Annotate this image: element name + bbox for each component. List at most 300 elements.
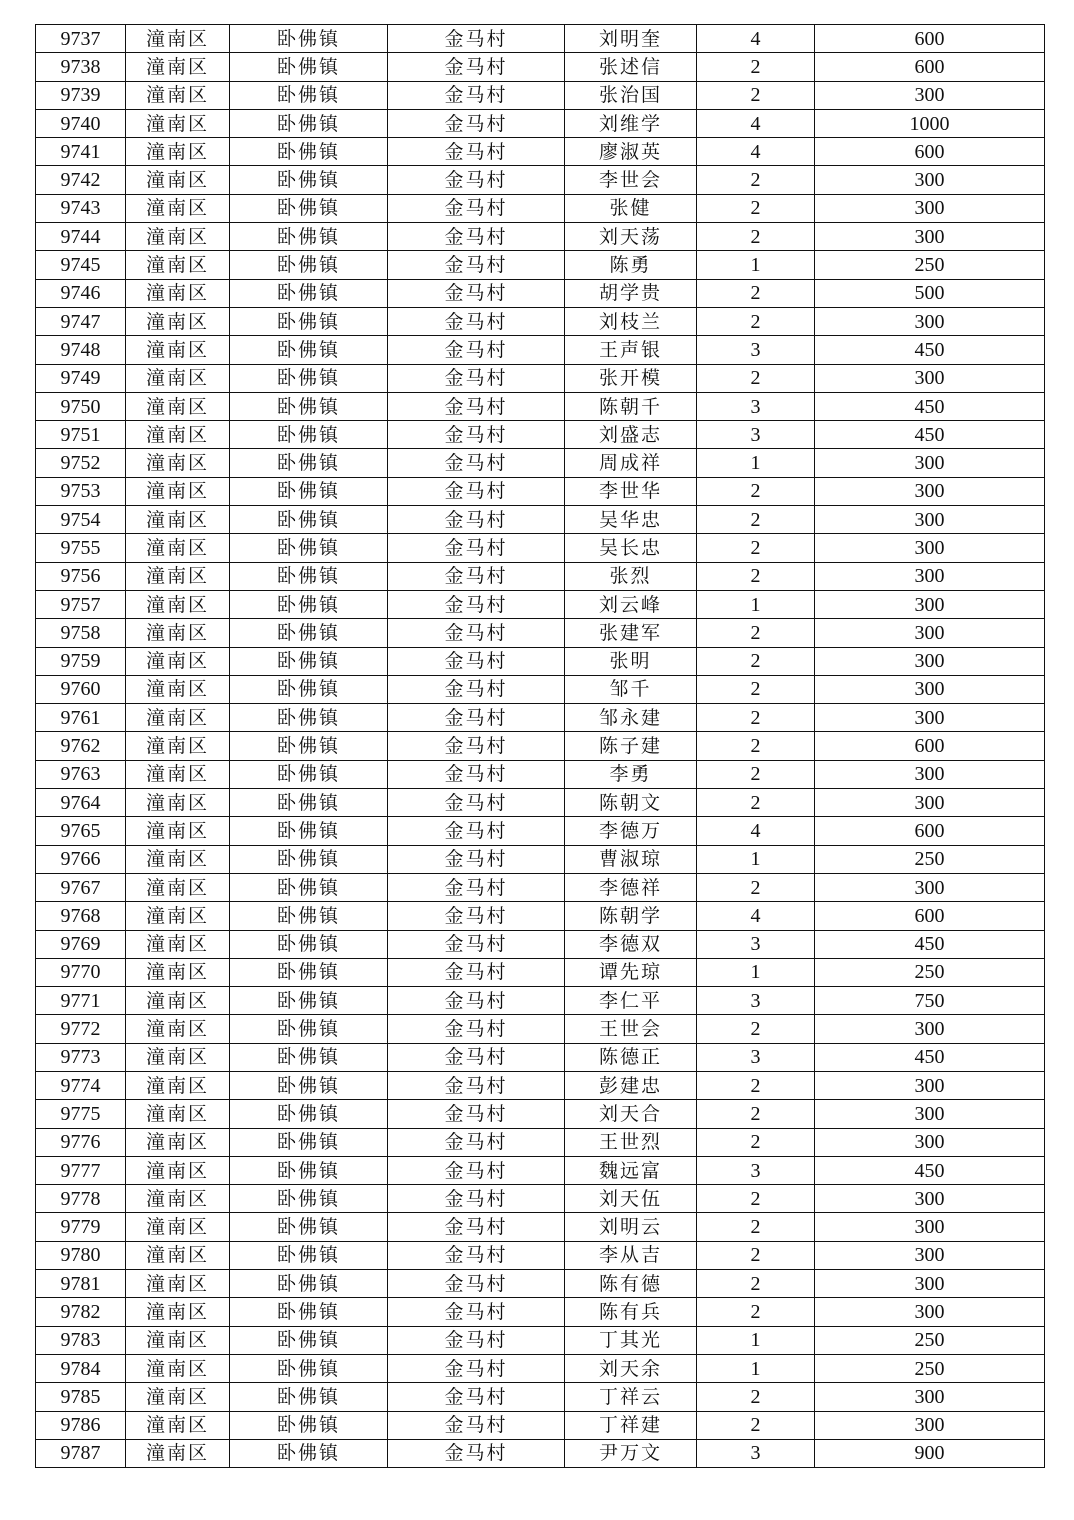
household-count-cell: 2	[697, 619, 815, 647]
district-cell: 潼南区	[126, 1439, 230, 1467]
town-cell: 卧佛镇	[230, 392, 388, 420]
town-cell: 卧佛镇	[230, 1411, 388, 1439]
town-cell: 卧佛镇	[230, 1383, 388, 1411]
table-row	[36, 392, 1045, 420]
district-cell: 潼南区	[126, 704, 230, 732]
amount-cell: 300	[815, 194, 1045, 222]
district-cell: 潼南区	[126, 1156, 230, 1184]
household-count-cell: 1	[697, 1354, 815, 1382]
row-number-cell: 9780	[36, 1241, 126, 1269]
table-row	[36, 647, 1045, 675]
household-count-cell: 2	[697, 760, 815, 788]
name-cell: 王世烈	[565, 1128, 697, 1156]
table-row	[36, 704, 1045, 732]
amount-cell: 600	[815, 53, 1045, 81]
village-cell: 金马村	[388, 336, 565, 364]
name-cell: 陈勇	[565, 251, 697, 279]
amount-cell: 300	[815, 675, 1045, 703]
amount-cell: 450	[815, 930, 1045, 958]
household-count-cell: 2	[697, 307, 815, 335]
household-count-cell: 2	[697, 789, 815, 817]
name-cell: 王世会	[565, 1015, 697, 1043]
town-cell: 卧佛镇	[230, 1213, 388, 1241]
household-count-cell: 2	[697, 364, 815, 392]
amount-cell: 300	[815, 1100, 1045, 1128]
row-number-cell: 9774	[36, 1071, 126, 1099]
household-count-cell: 2	[697, 675, 815, 703]
table-row	[36, 336, 1045, 364]
town-cell: 卧佛镇	[230, 704, 388, 732]
district-cell: 潼南区	[126, 194, 230, 222]
amount-cell: 300	[815, 477, 1045, 505]
town-cell: 卧佛镇	[230, 279, 388, 307]
table-row	[36, 1354, 1045, 1382]
town-cell: 卧佛镇	[230, 81, 388, 109]
town-cell: 卧佛镇	[230, 1015, 388, 1043]
amount-cell: 300	[815, 1411, 1045, 1439]
district-cell: 潼南区	[126, 1213, 230, 1241]
table-row	[36, 1015, 1045, 1043]
name-cell: 尹万文	[565, 1439, 697, 1467]
row-number-cell: 9740	[36, 109, 126, 137]
town-cell: 卧佛镇	[230, 1043, 388, 1071]
table-row	[36, 506, 1045, 534]
town-cell: 卧佛镇	[230, 534, 388, 562]
village-cell: 金马村	[388, 1185, 565, 1213]
amount-cell: 500	[815, 279, 1045, 307]
town-cell: 卧佛镇	[230, 1128, 388, 1156]
district-cell: 潼南区	[126, 307, 230, 335]
village-cell: 金马村	[388, 1128, 565, 1156]
household-count-cell: 2	[697, 1411, 815, 1439]
household-count-cell: 2	[697, 194, 815, 222]
village-cell: 金马村	[388, 590, 565, 618]
name-cell: 李德双	[565, 930, 697, 958]
name-cell: 刘天合	[565, 1100, 697, 1128]
village-cell: 金马村	[388, 1411, 565, 1439]
roster-table	[35, 24, 1045, 1468]
table-row	[36, 251, 1045, 279]
village-cell: 金马村	[388, 647, 565, 675]
table-row	[36, 1128, 1045, 1156]
row-number-cell: 9776	[36, 1128, 126, 1156]
name-cell: 张建军	[565, 619, 697, 647]
district-cell: 潼南区	[126, 789, 230, 817]
row-number-cell: 9763	[36, 760, 126, 788]
district-cell: 潼南区	[126, 251, 230, 279]
village-cell: 金马村	[388, 1100, 565, 1128]
town-cell: 卧佛镇	[230, 25, 388, 53]
town-cell: 卧佛镇	[230, 1241, 388, 1269]
row-number-cell: 9752	[36, 449, 126, 477]
village-cell: 金马村	[388, 1298, 565, 1326]
household-count-cell: 2	[697, 647, 815, 675]
table-row	[36, 449, 1045, 477]
name-cell: 丁其光	[565, 1326, 697, 1354]
household-count-cell: 1	[697, 958, 815, 986]
village-cell: 金马村	[388, 562, 565, 590]
household-count-cell: 2	[697, 81, 815, 109]
amount-cell: 450	[815, 392, 1045, 420]
village-cell: 金马村	[388, 364, 565, 392]
village-cell: 金马村	[388, 25, 565, 53]
district-cell: 潼南区	[126, 392, 230, 420]
row-number-cell: 9771	[36, 987, 126, 1015]
amount-cell: 300	[815, 1213, 1045, 1241]
town-cell: 卧佛镇	[230, 1185, 388, 1213]
district-cell: 潼南区	[126, 477, 230, 505]
name-cell: 周成祥	[565, 449, 697, 477]
row-number-cell: 9786	[36, 1411, 126, 1439]
town-cell: 卧佛镇	[230, 902, 388, 930]
district-cell: 潼南区	[126, 1100, 230, 1128]
amount-cell: 250	[815, 251, 1045, 279]
district-cell: 潼南区	[126, 53, 230, 81]
row-number-cell: 9760	[36, 675, 126, 703]
amount-cell: 300	[815, 1241, 1045, 1269]
name-cell: 陈德正	[565, 1043, 697, 1071]
row-number-cell: 9746	[36, 279, 126, 307]
household-count-cell: 3	[697, 421, 815, 449]
village-cell: 金马村	[388, 619, 565, 647]
name-cell: 丁祥云	[565, 1383, 697, 1411]
town-cell: 卧佛镇	[230, 251, 388, 279]
district-cell: 潼南区	[126, 647, 230, 675]
town-cell: 卧佛镇	[230, 1071, 388, 1099]
household-count-cell: 2	[697, 534, 815, 562]
village-cell: 金马村	[388, 138, 565, 166]
district-cell: 潼南区	[126, 449, 230, 477]
roster-body	[36, 25, 1045, 1468]
table-row	[36, 562, 1045, 590]
name-cell: 丁祥建	[565, 1411, 697, 1439]
amount-cell: 600	[815, 25, 1045, 53]
row-number-cell: 9761	[36, 704, 126, 732]
district-cell: 潼南区	[126, 1071, 230, 1099]
name-cell: 张烈	[565, 562, 697, 590]
town-cell: 卧佛镇	[230, 1354, 388, 1382]
table-row	[36, 109, 1045, 137]
row-number-cell: 9739	[36, 81, 126, 109]
district-cell: 潼南区	[126, 562, 230, 590]
table-row	[36, 789, 1045, 817]
table-row	[36, 619, 1045, 647]
table-row	[36, 590, 1045, 618]
village-cell: 金马村	[388, 704, 565, 732]
town-cell: 卧佛镇	[230, 364, 388, 392]
table-row	[36, 279, 1045, 307]
town-cell: 卧佛镇	[230, 958, 388, 986]
table-row	[36, 1156, 1045, 1184]
amount-cell: 300	[815, 506, 1045, 534]
village-cell: 金马村	[388, 817, 565, 845]
name-cell: 刘天荡	[565, 223, 697, 251]
village-cell: 金马村	[388, 1071, 565, 1099]
household-count-cell: 4	[697, 902, 815, 930]
household-count-cell: 2	[697, 506, 815, 534]
table-row	[36, 1100, 1045, 1128]
village-cell: 金马村	[388, 421, 565, 449]
town-cell: 卧佛镇	[230, 675, 388, 703]
name-cell: 李仁平	[565, 987, 697, 1015]
name-cell: 魏远富	[565, 1156, 697, 1184]
household-count-cell: 3	[697, 1043, 815, 1071]
district-cell: 潼南区	[126, 421, 230, 449]
household-count-cell: 1	[697, 1326, 815, 1354]
name-cell: 张明	[565, 647, 697, 675]
name-cell: 刘天伍	[565, 1185, 697, 1213]
household-count-cell: 4	[697, 817, 815, 845]
household-count-cell: 2	[697, 873, 815, 901]
household-count-cell: 1	[697, 845, 815, 873]
row-number-cell: 9759	[36, 647, 126, 675]
village-cell: 金马村	[388, 477, 565, 505]
household-count-cell: 3	[697, 336, 815, 364]
district-cell: 潼南区	[126, 279, 230, 307]
row-number-cell: 9755	[36, 534, 126, 562]
row-number-cell: 9757	[36, 590, 126, 618]
name-cell: 李世华	[565, 477, 697, 505]
amount-cell: 250	[815, 1326, 1045, 1354]
town-cell: 卧佛镇	[230, 732, 388, 760]
district-cell: 潼南区	[126, 1354, 230, 1382]
village-cell: 金马村	[388, 987, 565, 1015]
village-cell: 金马村	[388, 1354, 565, 1382]
town-cell: 卧佛镇	[230, 647, 388, 675]
village-cell: 金马村	[388, 1043, 565, 1071]
town-cell: 卧佛镇	[230, 307, 388, 335]
town-cell: 卧佛镇	[230, 619, 388, 647]
name-cell: 曹淑琼	[565, 845, 697, 873]
row-number-cell: 9751	[36, 421, 126, 449]
amount-cell: 300	[815, 590, 1045, 618]
town-cell: 卧佛镇	[230, 590, 388, 618]
town-cell: 卧佛镇	[230, 421, 388, 449]
amount-cell: 450	[815, 336, 1045, 364]
table-row	[36, 25, 1045, 53]
town-cell: 卧佛镇	[230, 1156, 388, 1184]
amount-cell: 300	[815, 647, 1045, 675]
name-cell: 陈有德	[565, 1270, 697, 1298]
table-row	[36, 53, 1045, 81]
amount-cell: 300	[815, 873, 1045, 901]
village-cell: 金马村	[388, 109, 565, 137]
amount-cell: 300	[815, 1383, 1045, 1411]
household-count-cell: 4	[697, 109, 815, 137]
household-count-cell: 4	[697, 138, 815, 166]
household-count-cell: 1	[697, 251, 815, 279]
name-cell: 陈朝学	[565, 902, 697, 930]
village-cell: 金马村	[388, 1156, 565, 1184]
row-number-cell: 9764	[36, 789, 126, 817]
household-count-cell: 1	[697, 590, 815, 618]
village-cell: 金马村	[388, 1015, 565, 1043]
amount-cell: 300	[815, 1071, 1045, 1099]
household-count-cell: 2	[697, 1071, 815, 1099]
household-count-cell: 2	[697, 1185, 815, 1213]
row-number-cell: 9782	[36, 1298, 126, 1326]
household-count-cell: 2	[697, 1015, 815, 1043]
district-cell: 潼南区	[126, 1128, 230, 1156]
village-cell: 金马村	[388, 53, 565, 81]
amount-cell: 300	[815, 1015, 1045, 1043]
household-count-cell: 2	[697, 1100, 815, 1128]
name-cell: 刘枝兰	[565, 307, 697, 335]
household-count-cell: 2	[697, 1241, 815, 1269]
row-number-cell: 9747	[36, 307, 126, 335]
town-cell: 卧佛镇	[230, 845, 388, 873]
household-count-cell: 2	[697, 1128, 815, 1156]
village-cell: 金马村	[388, 534, 565, 562]
amount-cell: 250	[815, 845, 1045, 873]
village-cell: 金马村	[388, 732, 565, 760]
name-cell: 刘维学	[565, 109, 697, 137]
name-cell: 陈朝千	[565, 392, 697, 420]
town-cell: 卧佛镇	[230, 817, 388, 845]
town-cell: 卧佛镇	[230, 1100, 388, 1128]
table-row	[36, 958, 1045, 986]
row-number-cell: 9772	[36, 1015, 126, 1043]
row-number-cell: 9749	[36, 364, 126, 392]
amount-cell: 600	[815, 138, 1045, 166]
household-count-cell: 3	[697, 1439, 815, 1467]
district-cell: 潼南区	[126, 590, 230, 618]
village-cell: 金马村	[388, 902, 565, 930]
household-count-cell: 1	[697, 449, 815, 477]
name-cell: 李世会	[565, 166, 697, 194]
amount-cell: 300	[815, 562, 1045, 590]
name-cell: 张开模	[565, 364, 697, 392]
town-cell: 卧佛镇	[230, 506, 388, 534]
district-cell: 潼南区	[126, 675, 230, 703]
village-cell: 金马村	[388, 1213, 565, 1241]
household-count-cell: 2	[697, 1213, 815, 1241]
name-cell: 李勇	[565, 760, 697, 788]
table-row	[36, 166, 1045, 194]
village-cell: 金马村	[388, 1326, 565, 1354]
row-number-cell: 9787	[36, 1439, 126, 1467]
district-cell: 潼南区	[126, 166, 230, 194]
row-number-cell: 9745	[36, 251, 126, 279]
table-row	[36, 1071, 1045, 1099]
district-cell: 潼南区	[126, 364, 230, 392]
household-count-cell: 2	[697, 1298, 815, 1326]
row-number-cell: 9767	[36, 873, 126, 901]
name-cell: 胡学贵	[565, 279, 697, 307]
district-cell: 潼南区	[126, 930, 230, 958]
table-row	[36, 534, 1045, 562]
name-cell: 刘云峰	[565, 590, 697, 618]
town-cell: 卧佛镇	[230, 760, 388, 788]
table-row	[36, 817, 1045, 845]
household-count-cell: 2	[697, 1270, 815, 1298]
name-cell: 王声银	[565, 336, 697, 364]
name-cell: 彭建忠	[565, 1071, 697, 1099]
village-cell: 金马村	[388, 166, 565, 194]
name-cell: 陈有兵	[565, 1298, 697, 1326]
amount-cell: 300	[815, 704, 1045, 732]
village-cell: 金马村	[388, 81, 565, 109]
amount-cell: 750	[815, 987, 1045, 1015]
amount-cell: 300	[815, 1270, 1045, 1298]
district-cell: 潼南区	[126, 845, 230, 873]
district-cell: 潼南区	[126, 109, 230, 137]
name-cell: 邹永建	[565, 704, 697, 732]
row-number-cell: 9765	[36, 817, 126, 845]
district-cell: 潼南区	[126, 1270, 230, 1298]
town-cell: 卧佛镇	[230, 873, 388, 901]
amount-cell: 300	[815, 534, 1045, 562]
household-count-cell: 2	[697, 562, 815, 590]
district-cell: 潼南区	[126, 534, 230, 562]
district-cell: 潼南区	[126, 1383, 230, 1411]
row-number-cell: 9741	[36, 138, 126, 166]
table-row	[36, 477, 1045, 505]
row-number-cell: 9762	[36, 732, 126, 760]
town-cell: 卧佛镇	[230, 930, 388, 958]
table-row	[36, 987, 1045, 1015]
amount-cell: 300	[815, 619, 1045, 647]
table-row	[36, 1383, 1045, 1411]
row-number-cell: 9777	[36, 1156, 126, 1184]
table-row	[36, 760, 1045, 788]
town-cell: 卧佛镇	[230, 789, 388, 817]
table-row	[36, 1185, 1045, 1213]
name-cell: 邹千	[565, 675, 697, 703]
amount-cell: 300	[815, 307, 1045, 335]
amount-cell: 300	[815, 1185, 1045, 1213]
household-count-cell: 2	[697, 704, 815, 732]
town-cell: 卧佛镇	[230, 449, 388, 477]
row-number-cell: 9775	[36, 1100, 126, 1128]
village-cell: 金马村	[388, 1241, 565, 1269]
district-cell: 潼南区	[126, 760, 230, 788]
household-count-cell: 3	[697, 930, 815, 958]
town-cell: 卧佛镇	[230, 223, 388, 251]
village-cell: 金马村	[388, 279, 565, 307]
row-number-cell: 9738	[36, 53, 126, 81]
district-cell: 潼南区	[126, 1411, 230, 1439]
row-number-cell: 9753	[36, 477, 126, 505]
amount-cell: 250	[815, 958, 1045, 986]
name-cell: 李从吉	[565, 1241, 697, 1269]
table-row	[36, 1326, 1045, 1354]
table-row	[36, 1241, 1045, 1269]
district-cell: 潼南区	[126, 902, 230, 930]
name-cell: 吴华忠	[565, 506, 697, 534]
village-cell: 金马村	[388, 789, 565, 817]
row-number-cell: 9754	[36, 506, 126, 534]
district-cell: 潼南区	[126, 619, 230, 647]
amount-cell: 900	[815, 1439, 1045, 1467]
village-cell: 金马村	[388, 223, 565, 251]
village-cell: 金马村	[388, 930, 565, 958]
village-cell: 金马村	[388, 1439, 565, 1467]
table-row	[36, 1213, 1045, 1241]
village-cell: 金马村	[388, 873, 565, 901]
table-row	[36, 902, 1045, 930]
row-number-cell: 9743	[36, 194, 126, 222]
town-cell: 卧佛镇	[230, 109, 388, 137]
village-cell: 金马村	[388, 307, 565, 335]
amount-cell: 300	[815, 223, 1045, 251]
district-cell: 潼南区	[126, 1241, 230, 1269]
household-count-cell: 2	[697, 732, 815, 760]
district-cell: 潼南区	[126, 1043, 230, 1071]
row-number-cell: 9769	[36, 930, 126, 958]
row-number-cell: 9744	[36, 223, 126, 251]
town-cell: 卧佛镇	[230, 1298, 388, 1326]
